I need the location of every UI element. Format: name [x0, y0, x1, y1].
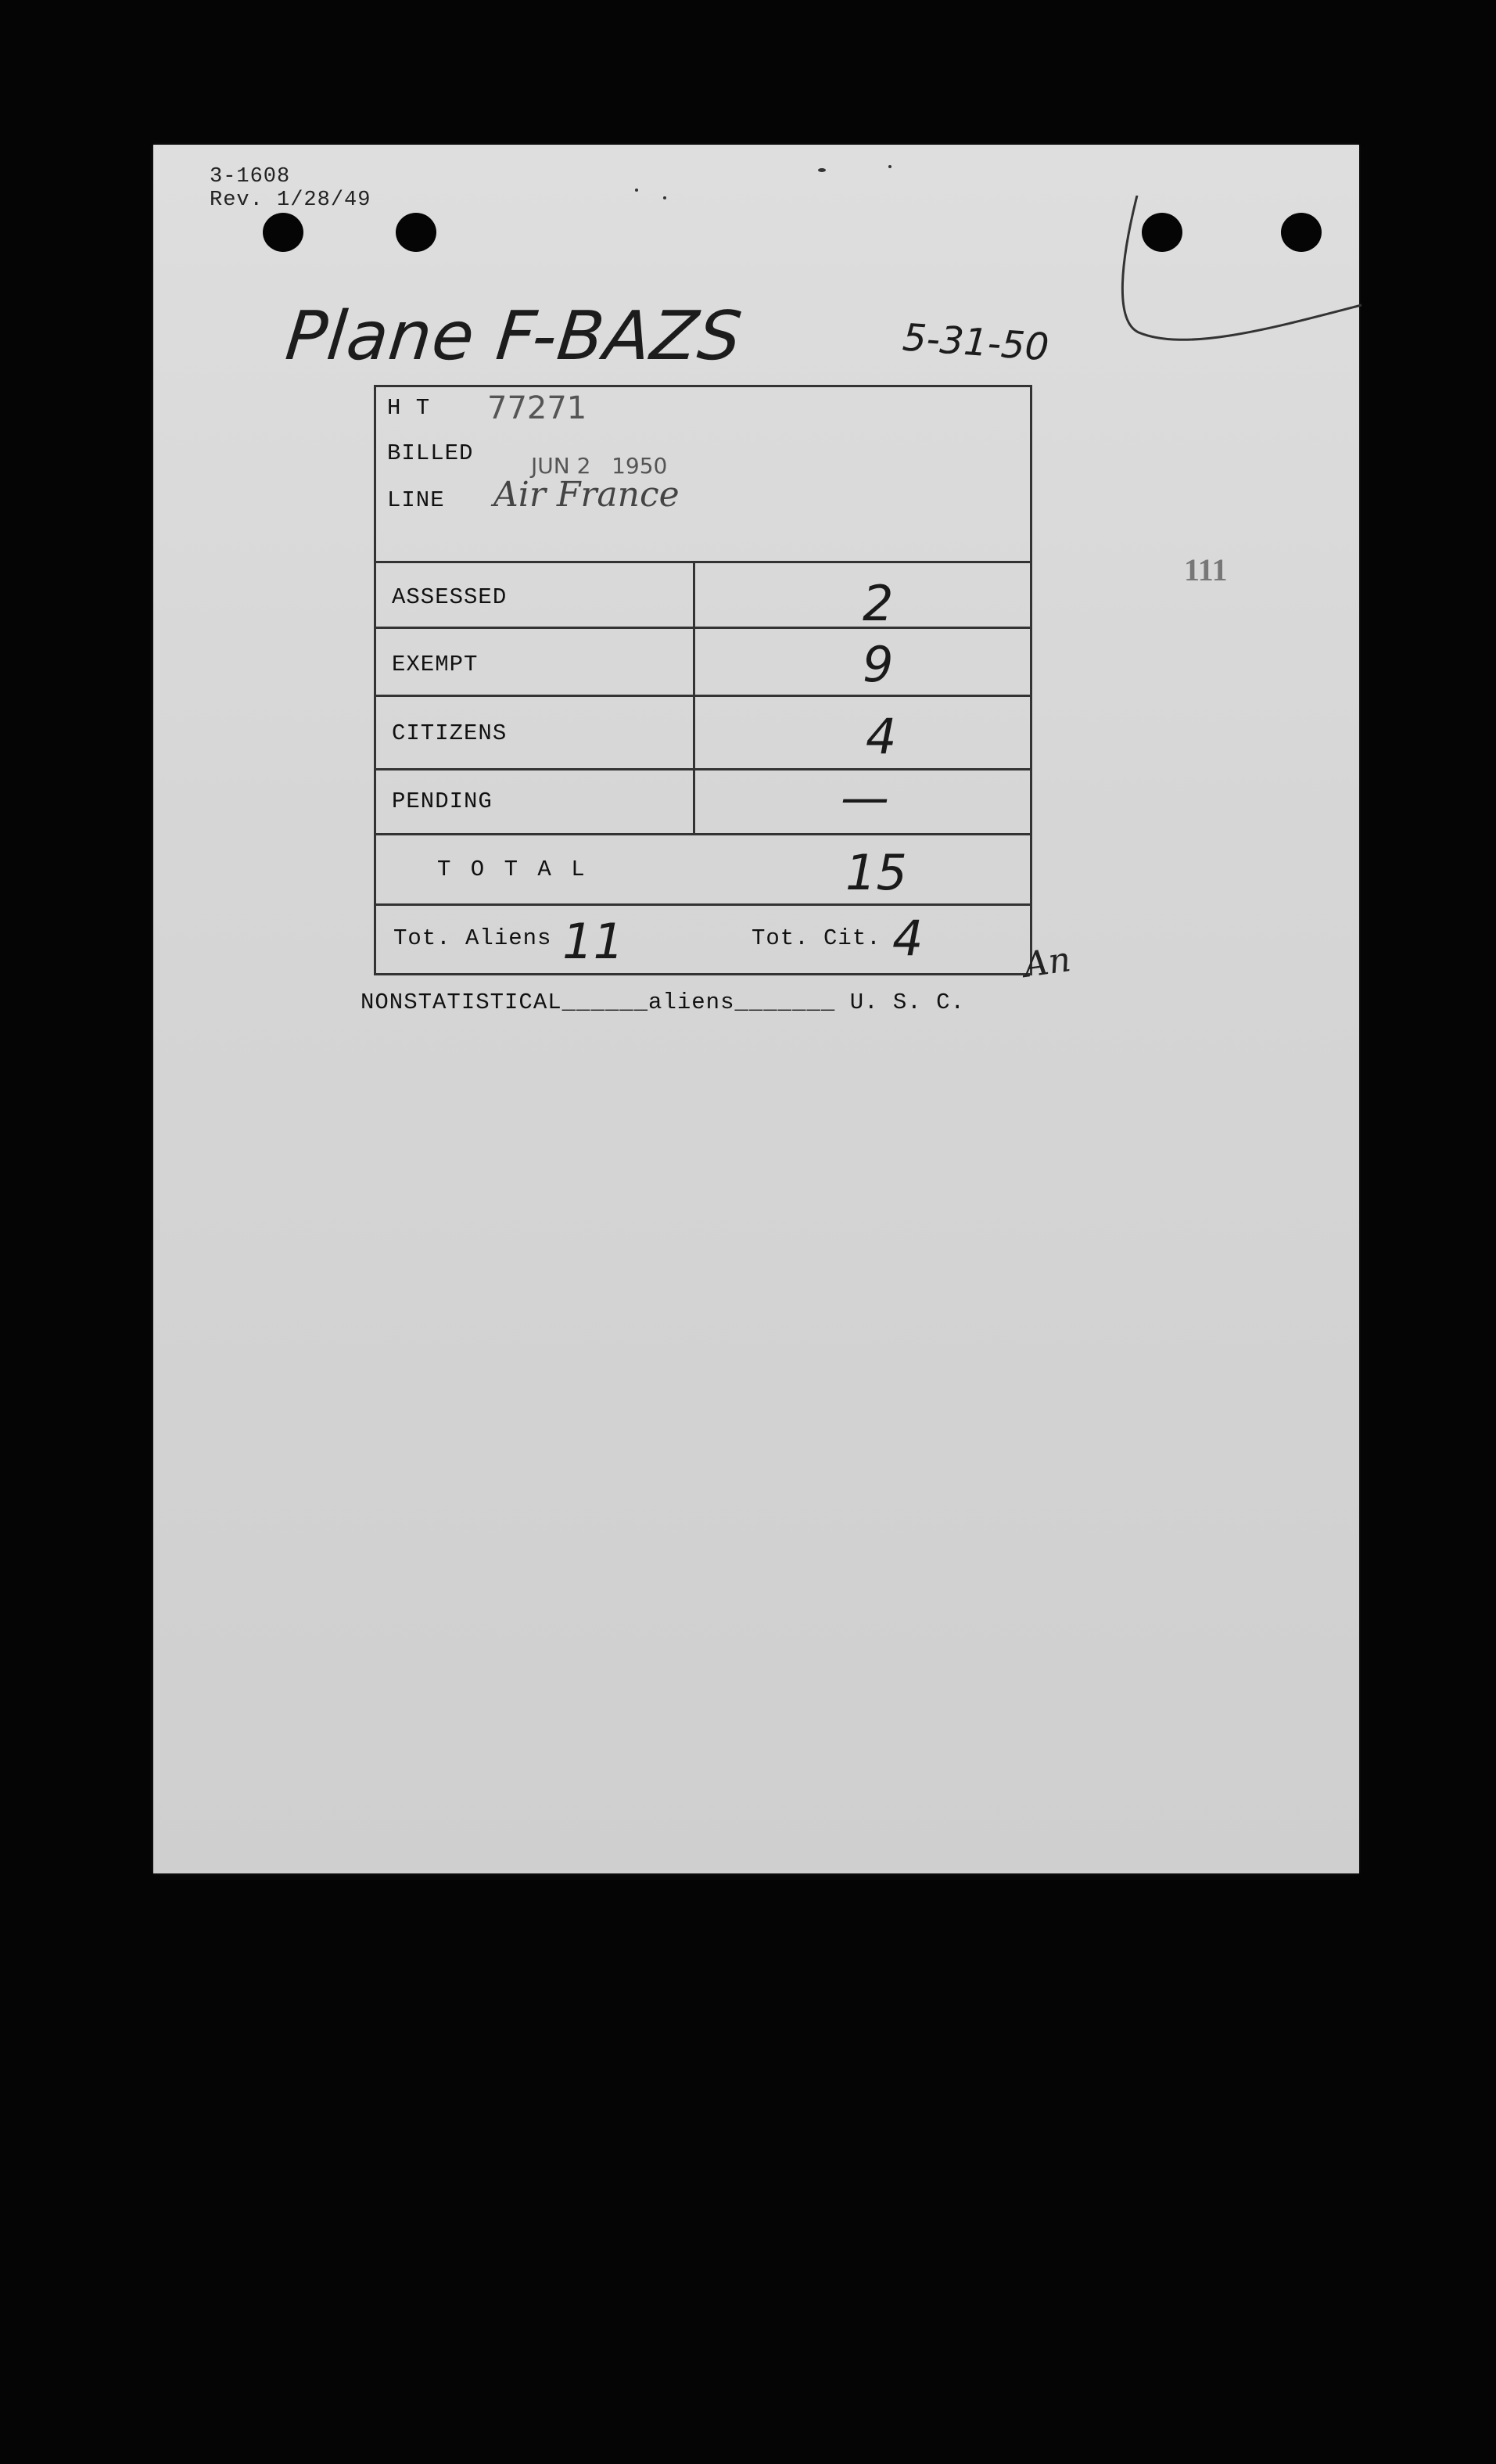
tot-aliens-label: Tot. Aliens [393, 925, 552, 951]
row-value: 9 [863, 636, 894, 693]
tot-aliens-value: 11 [562, 913, 624, 970]
billed-label: BILLED [387, 440, 474, 466]
divider [376, 695, 1030, 697]
punch-hole [396, 213, 436, 252]
tot-cit-value: 4 [892, 910, 924, 967]
divider [376, 627, 1030, 629]
divider [376, 833, 1030, 835]
total-value: 15 [845, 844, 907, 901]
pen-stroke-mark [1115, 196, 1365, 399]
divider [376, 903, 1030, 906]
column-divider [693, 561, 695, 835]
punch-hole [263, 213, 303, 252]
handwritten-plane-id: Plane F-BAZS [282, 297, 746, 375]
row-label: CITIZENS [392, 720, 508, 746]
row-label: PENDING [392, 788, 493, 814]
divider [376, 768, 1030, 770]
line-label: LINE [387, 487, 445, 513]
ht-label: H T [387, 395, 431, 421]
divider [376, 561, 1030, 563]
row-label: ASSESSED [392, 584, 508, 610]
row-value: 2 [863, 575, 894, 632]
form-revision: Rev. 1/28/49 [210, 189, 371, 212]
manifest-tally-form [374, 385, 1032, 975]
form-number: 3-1608 [210, 165, 291, 189]
row-label: EXEMPT [392, 652, 479, 677]
row-value: 4 [866, 708, 897, 765]
handwritten-date: 5-31-50 [901, 315, 1051, 370]
total-label: T O T A L [437, 857, 588, 882]
airline-name: Air France [493, 475, 680, 515]
page-number-stamp: 111 [1184, 552, 1228, 587]
ht-number: 77271 [487, 390, 587, 426]
tot-cit-label: Tot. Cit. [752, 925, 881, 951]
form-identifier [210, 165, 371, 212]
handwritten-initials: An [1021, 939, 1074, 986]
nonstatistical-line: NONSTATISTICAL______aliens_______ U. S. C. [361, 990, 965, 1015]
row-value: — [841, 769, 889, 826]
document-page [153, 145, 1359, 1873]
billed-date-stamp: JUN 2 1950 [531, 453, 668, 479]
